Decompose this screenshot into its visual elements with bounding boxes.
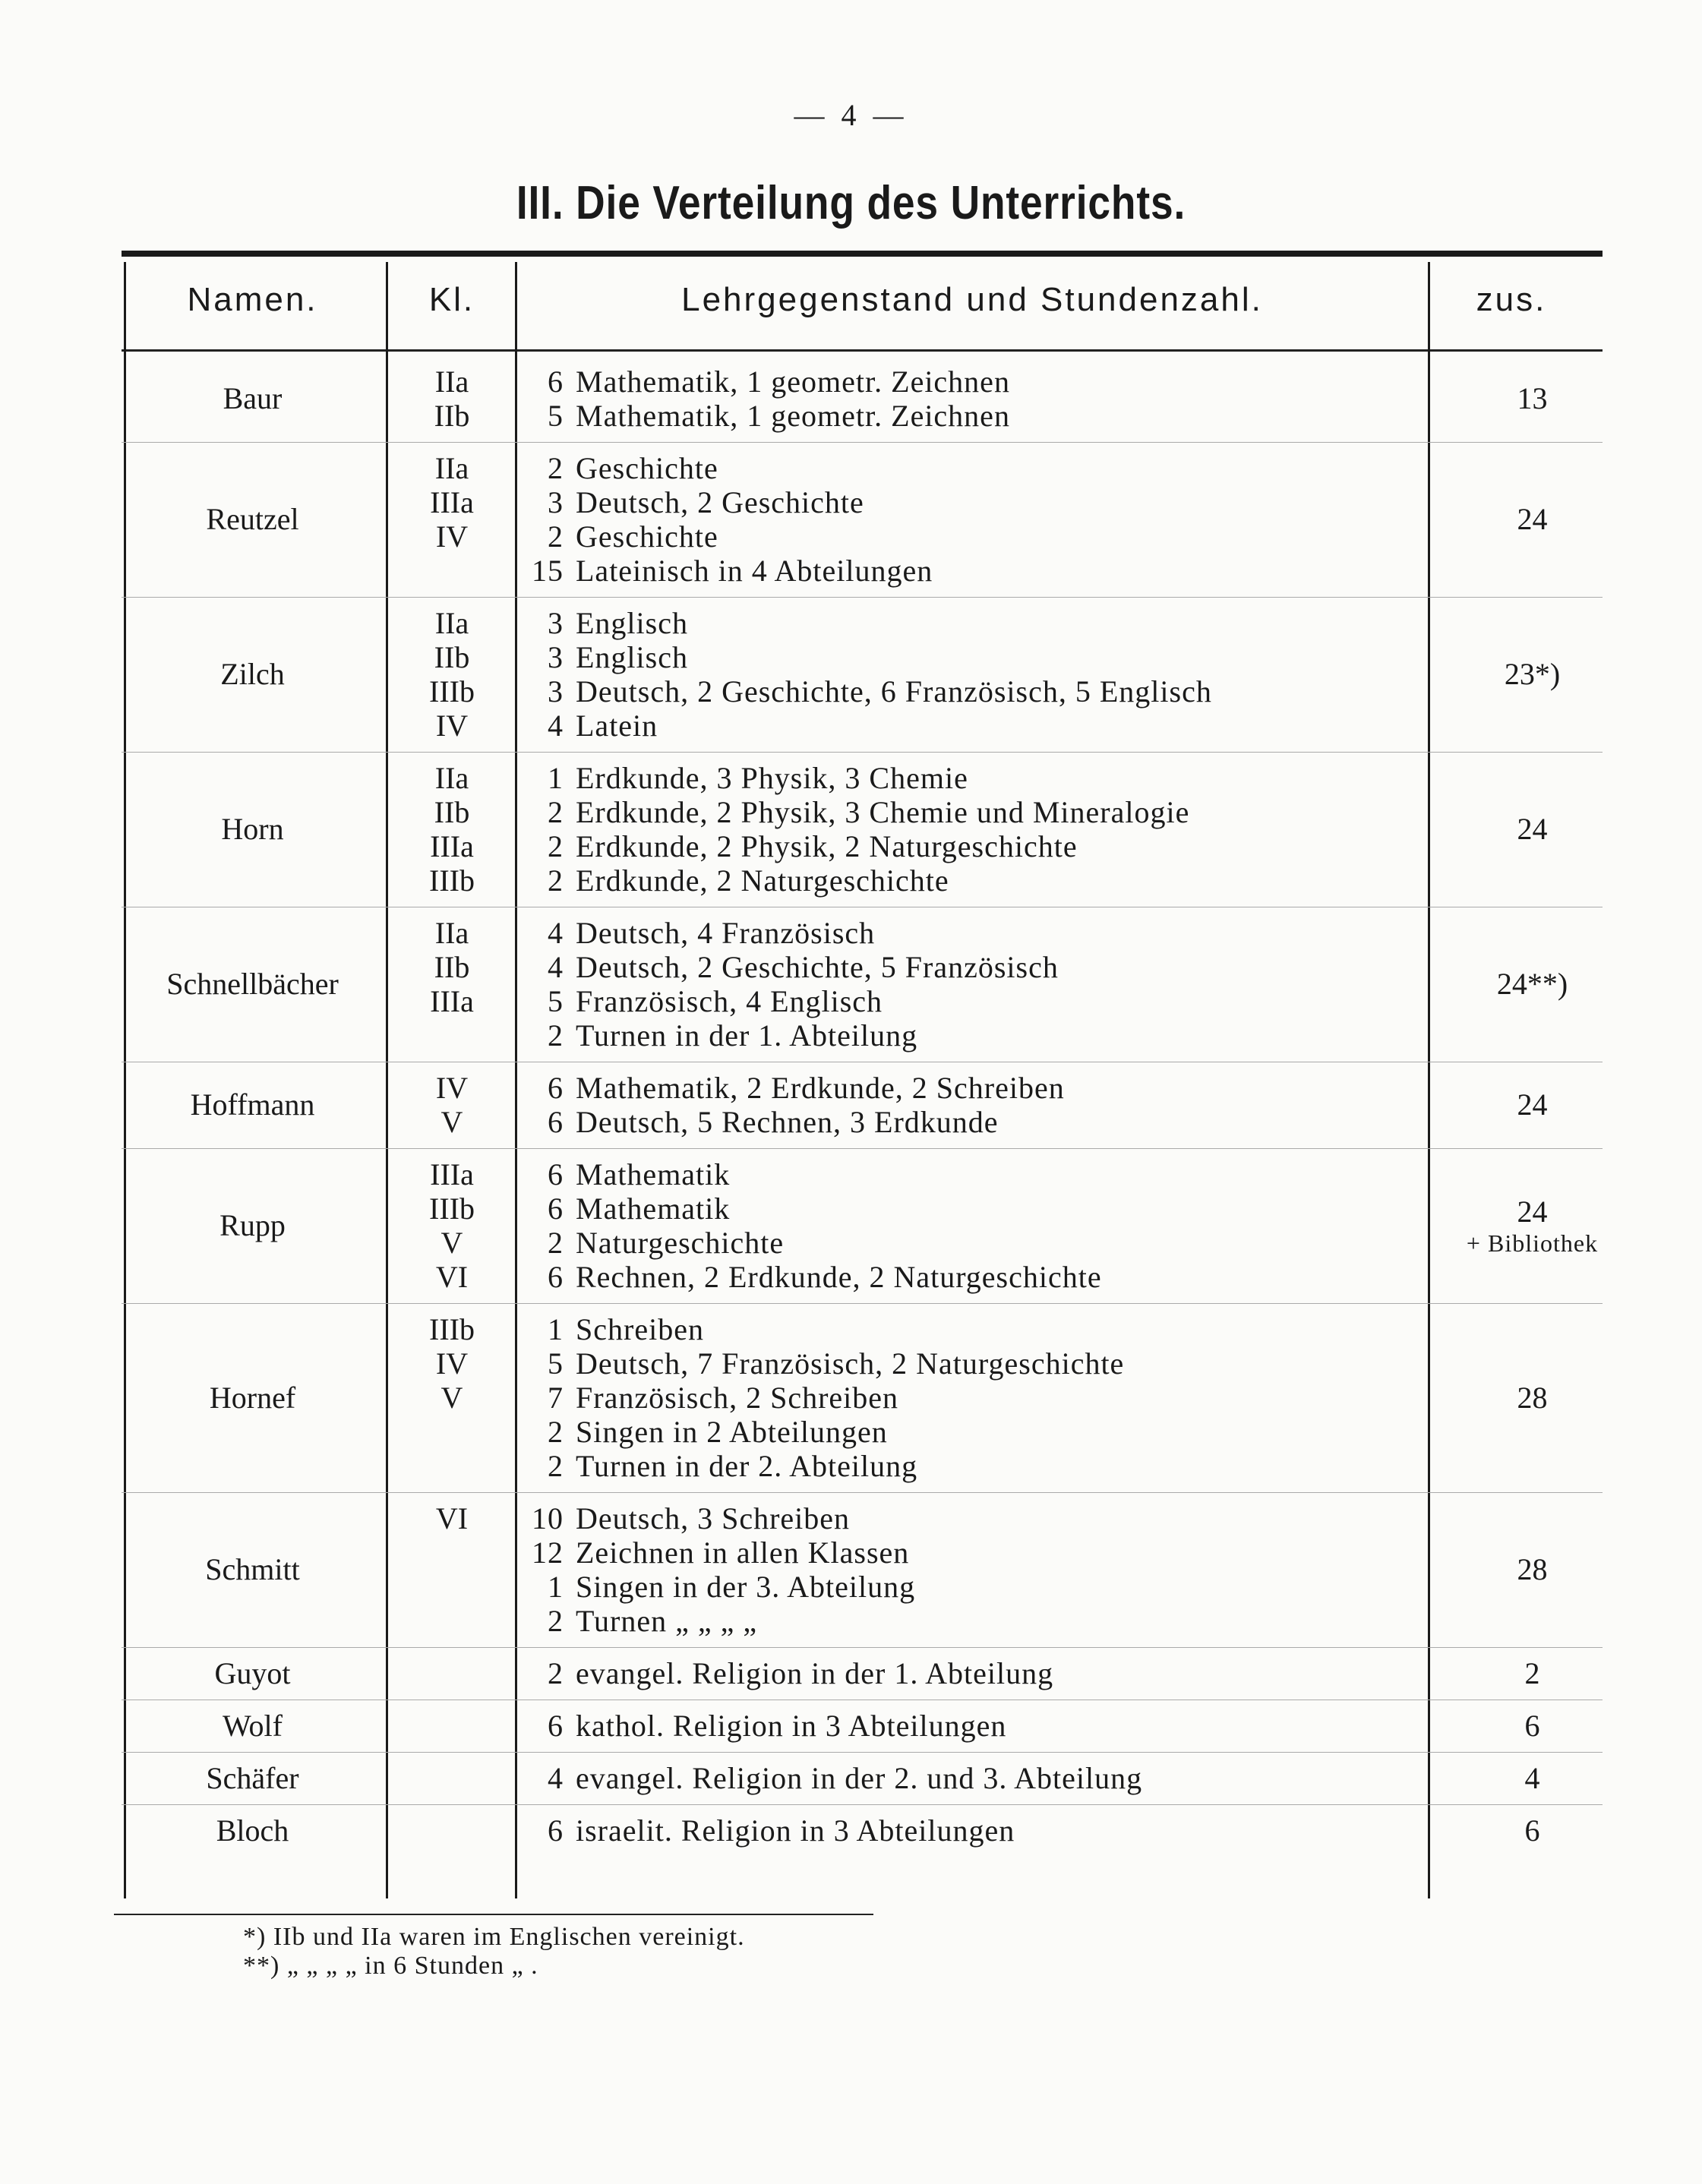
header-total: zus.: [1476, 281, 1547, 318]
teacher-name: Zilch: [220, 657, 285, 691]
subject-line: [516, 1604, 1428, 1638]
subject-line: [516, 1105, 1428, 1139]
hours: 1: [548, 761, 564, 795]
subject-text: Naturgeschichte: [576, 1226, 785, 1260]
subject-line: [516, 1157, 1428, 1191]
class-label: V: [440, 1105, 463, 1139]
subject-list: [516, 916, 1428, 1053]
subject-line: [516, 1813, 1428, 1848]
class-label: IV: [435, 1346, 469, 1381]
total-value: 24: [1517, 1195, 1548, 1229]
subject-list: [516, 1656, 1428, 1690]
total-hours: [1458, 1087, 1606, 1122]
subject-line: [516, 674, 1428, 709]
teacher-name: Schäfer: [206, 1760, 299, 1795]
table-row: [122, 1492, 1603, 1647]
class-label: V: [440, 1226, 463, 1260]
class-list: [387, 761, 516, 898]
class-label: IIIa: [430, 1157, 474, 1191]
subject-text: Französisch, 2 Schreiben: [576, 1381, 899, 1415]
hours: 4: [548, 1761, 564, 1795]
class-label: IIIb: [429, 674, 475, 709]
header-klasse: Kl.: [428, 281, 475, 318]
subject-line: [516, 1312, 1428, 1346]
subject-line: [516, 606, 1428, 640]
table-row: [122, 442, 1603, 597]
class-label: IIIb: [429, 863, 475, 898]
hours: 6: [548, 365, 564, 399]
subject-text: Geschichte: [576, 519, 718, 554]
teacher-name: Bloch: [216, 1813, 289, 1848]
hours: 2: [548, 1656, 564, 1690]
subject-text: evangel. Religion in der 2. und 3. Abteilung: [576, 1761, 1143, 1795]
class-label: IIa: [434, 761, 469, 795]
class-list: [387, 916, 516, 1018]
total-extra: + Bibliothek: [1466, 1229, 1599, 1257]
header-subject: Lehrgegenstand und Stundenzahl.: [681, 281, 1263, 318]
class-label: IIa: [434, 365, 469, 399]
hours: 4: [548, 950, 564, 984]
subject-text: Englisch: [576, 606, 688, 640]
header-name: Namen.: [187, 281, 318, 318]
class-label: IIIb: [429, 1312, 475, 1346]
subject-line: [516, 863, 1428, 898]
class-label: IIa: [434, 606, 469, 640]
teacher-name: Horn: [221, 812, 284, 846]
subject-line: [516, 1535, 1428, 1570]
class-label: IIIa: [430, 984, 474, 1018]
class-label: VI: [435, 1501, 469, 1535]
hours: 5: [548, 984, 564, 1018]
subject-text: Englisch: [576, 640, 688, 674]
hours: 2: [548, 1018, 564, 1053]
hours: 5: [548, 399, 564, 433]
class-label: IIb: [434, 795, 470, 829]
subject-text: Deutsch, 3 Schreiben: [576, 1501, 851, 1535]
subject-line: [516, 1656, 1428, 1690]
subject-text: israelit. Religion in 3 Abteilungen: [576, 1813, 1015, 1848]
subject-text: Deutsch, 2 Geschichte, 5 Französisch: [576, 950, 1059, 984]
subject-list: [516, 1157, 1428, 1294]
subject-text: Mathematik, 1 geometr. Zeichnen: [576, 365, 1010, 399]
class-label: IIb: [434, 950, 470, 984]
total-hours: [1458, 380, 1606, 416]
subject-list: [516, 365, 1428, 433]
class-label: IV: [435, 709, 469, 743]
subject-line: [516, 1346, 1428, 1381]
subject-text: Erdkunde, 3 Physik, 3 Chemie: [576, 761, 968, 795]
subject-text: Deutsch, 5 Rechnen, 3 Erdkunde: [576, 1105, 999, 1139]
table-row: [122, 597, 1603, 752]
table-row: [122, 355, 1603, 442]
hours: 3: [548, 485, 564, 519]
class-label: IV: [435, 1071, 469, 1105]
teacher-name: Hornef: [209, 1380, 296, 1415]
hours: 3: [548, 606, 564, 640]
hours: 2: [548, 863, 564, 898]
total-hours: [1458, 1813, 1606, 1848]
class-list: [387, 1501, 516, 1535]
subject-line: [516, 1709, 1428, 1743]
subject-line: [516, 519, 1428, 554]
subject-line: [516, 1415, 1428, 1449]
subject-text: Turnen „ „ „ „: [576, 1604, 758, 1638]
subject-line: [516, 451, 1428, 485]
hours: 15: [532, 554, 564, 588]
subject-line: [516, 709, 1428, 743]
subject-line: [516, 1381, 1428, 1415]
subject-text: Mathematik, 2 Erdkunde, 2 Schreiben: [576, 1071, 1065, 1105]
subject-text: Deutsch, 2 Geschichte: [576, 485, 864, 519]
total-value: 28: [1517, 1380, 1548, 1415]
subject-text: Deutsch, 2 Geschichte, 6 Französisch, 5 Englisch: [576, 674, 1212, 709]
total-hours: [1458, 656, 1606, 692]
subject-text: Turnen in der 1. Abteilung: [576, 1018, 918, 1053]
hours: 2: [548, 1226, 564, 1260]
hours: 4: [548, 709, 564, 743]
total-value: 6: [1524, 1813, 1540, 1848]
subject-line: [516, 365, 1428, 399]
subject-line: [516, 795, 1428, 829]
total-hours: [1458, 966, 1606, 1002]
subject-text: Geschichte: [576, 451, 718, 485]
hours: 2: [548, 451, 564, 485]
hours: 3: [548, 640, 564, 674]
subject-text: Lateinisch in 4 Abteilungen: [576, 554, 933, 588]
subject-text: Mathematik, 1 geometr. Zeichnen: [576, 399, 1010, 433]
subject-list: [516, 1813, 1428, 1848]
subject-text: Erdkunde, 2 Naturgeschichte: [576, 863, 949, 898]
teacher-name: Wolf: [223, 1708, 283, 1743]
table-row: [122, 907, 1603, 1062]
table-row: [122, 1062, 1603, 1148]
class-list: [387, 1071, 516, 1139]
subject-text: Erdkunde, 2 Physik, 3 Chemie und Mineralogie: [576, 795, 1190, 829]
teacher-name: Baur: [223, 381, 283, 415]
subject-line: [516, 1071, 1428, 1105]
hours: 6: [548, 1071, 564, 1105]
hours: 5: [548, 1346, 564, 1381]
hours: 2: [548, 1415, 564, 1449]
subject-line: [516, 1226, 1428, 1260]
subject-line: [516, 485, 1428, 519]
table-row: [122, 1700, 1603, 1752]
footnote-1: *) IIb und IIa waren im Englischen vereinigt.: [243, 1923, 745, 1951]
subject-text: Zeichnen in allen Klassen: [576, 1535, 910, 1570]
class-list: [387, 1312, 516, 1415]
class-label: IIa: [434, 451, 469, 485]
hours: 6: [548, 1105, 564, 1139]
subject-line: [516, 950, 1428, 984]
hours: 2: [548, 829, 564, 863]
subject-text: Mathematik: [576, 1191, 731, 1226]
table-row: [122, 1804, 1603, 1857]
subject-text: Turnen in der 2. Abteilung: [576, 1449, 918, 1483]
hours: 2: [548, 1604, 564, 1638]
subject-line: [516, 829, 1428, 863]
total-value: 6: [1524, 1708, 1540, 1743]
subject-line: [516, 984, 1428, 1018]
hours: 1: [548, 1570, 564, 1604]
subject-text: Schreiben: [576, 1312, 704, 1346]
class-label: IIIa: [430, 485, 474, 519]
hours: 10: [532, 1501, 564, 1535]
subject-line: [516, 1501, 1428, 1535]
total-value: 28: [1517, 1552, 1548, 1586]
page-number: — 4 —: [794, 98, 908, 132]
subject-list: [516, 761, 1428, 898]
total-value: 4: [1524, 1760, 1540, 1795]
total-hours: [1458, 1708, 1606, 1744]
hours: 6: [548, 1709, 564, 1743]
subject-text: Erdkunde, 2 Physik, 2 Naturgeschichte: [576, 829, 1078, 863]
teacher-name: Schnellbächer: [166, 967, 339, 1001]
class-label: IIIa: [430, 829, 474, 863]
hours: 2: [548, 519, 564, 554]
hours: 4: [548, 916, 564, 950]
page-title: III. Die Verteilung des Unterrichts.: [516, 177, 1186, 229]
total-value: 2: [1524, 1655, 1540, 1690]
total-hours: [1458, 811, 1606, 847]
class-list: [387, 365, 516, 433]
class-label: VI: [435, 1260, 469, 1294]
hours: 7: [548, 1381, 564, 1415]
total-hours: [1458, 501, 1606, 537]
teacher-name: Hoffmann: [190, 1087, 315, 1122]
subject-line: [516, 1018, 1428, 1053]
footnote-2: **) „ „ „ „ in 6 Stunden „ .: [243, 1952, 538, 1980]
subject-list: [516, 1709, 1428, 1743]
subject-list: [516, 451, 1428, 588]
class-label: IIa: [434, 916, 469, 950]
teacher-name: Guyot: [214, 1655, 291, 1690]
subject-line: [516, 1260, 1428, 1294]
class-label: IIb: [434, 640, 470, 674]
subject-text: evangel. Religion in der 1. Abteilung: [576, 1656, 1054, 1690]
total-value: 24: [1517, 502, 1548, 536]
table-row: [122, 752, 1603, 907]
subject-line: [516, 399, 1428, 433]
class-list: [387, 1157, 516, 1294]
subject-text: Rechnen, 2 Erdkunde, 2 Naturgeschichte: [576, 1260, 1102, 1294]
subject-text: Deutsch, 4 Französisch: [576, 916, 876, 950]
total-value: 23*): [1504, 657, 1561, 691]
total-value: 24: [1517, 812, 1548, 846]
subject-text: Französisch, 4 Englisch: [576, 984, 883, 1018]
subject-line: [516, 554, 1428, 588]
class-list: [387, 451, 516, 554]
hours: 6: [548, 1260, 564, 1294]
hours: 2: [548, 795, 564, 829]
table-top-rule: [122, 251, 1603, 257]
subject-line: [516, 1191, 1428, 1226]
total-value: 24: [1517, 1087, 1548, 1122]
class-label: IIb: [434, 399, 470, 433]
total-hours: [1458, 1380, 1606, 1415]
class-label: IIIb: [429, 1191, 475, 1226]
subject-line: [516, 640, 1428, 674]
subject-list: [516, 1501, 1428, 1638]
table-row: [122, 1752, 1603, 1804]
total-hours: [1458, 1194, 1606, 1258]
subject-list: [516, 1312, 1428, 1483]
class-label: V: [440, 1381, 463, 1415]
total-value: 13: [1517, 381, 1548, 415]
table-row: [122, 1303, 1603, 1492]
teacher-name: Rupp: [219, 1208, 286, 1242]
table-row: [122, 1647, 1603, 1700]
hours: 2: [548, 1449, 564, 1483]
subject-text: Deutsch, 7 Französisch, 2 Naturgeschichte: [576, 1346, 1125, 1381]
subject-line: [516, 761, 1428, 795]
hours: 1: [548, 1312, 564, 1346]
total-hours: [1458, 1551, 1606, 1587]
subject-line: [516, 1761, 1428, 1795]
hours: 6: [548, 1157, 564, 1191]
hours: 6: [548, 1813, 564, 1848]
hours: 3: [548, 674, 564, 709]
subject-line: [516, 916, 1428, 950]
total-value: 24**): [1496, 967, 1568, 1001]
subject-text: Singen in der 3. Abteilung: [576, 1570, 916, 1604]
subject-list: [516, 1761, 1428, 1795]
subject-text: Mathematik: [576, 1157, 731, 1191]
hours: 12: [532, 1535, 564, 1570]
table-row: [122, 1148, 1603, 1303]
header-rule: [122, 349, 1603, 352]
subject-list: [516, 1071, 1428, 1139]
subject-text: Singen in 2 Abteilungen: [576, 1415, 888, 1449]
subject-list: [516, 606, 1428, 743]
class-list: [387, 606, 516, 743]
subject-line: [516, 1570, 1428, 1604]
total-hours: [1458, 1760, 1606, 1796]
subject-line: [516, 1449, 1428, 1483]
subject-text: kathol. Religion in 3 Abteilungen: [576, 1709, 1007, 1743]
class-label: IV: [435, 519, 469, 554]
teacher-name: Schmitt: [205, 1552, 300, 1586]
footnote-rule: [114, 1914, 873, 1915]
total-hours: [1458, 1655, 1606, 1691]
subject-text: Latein: [576, 709, 658, 743]
teacher-name: Reutzel: [206, 502, 299, 536]
hours: 6: [548, 1191, 564, 1226]
